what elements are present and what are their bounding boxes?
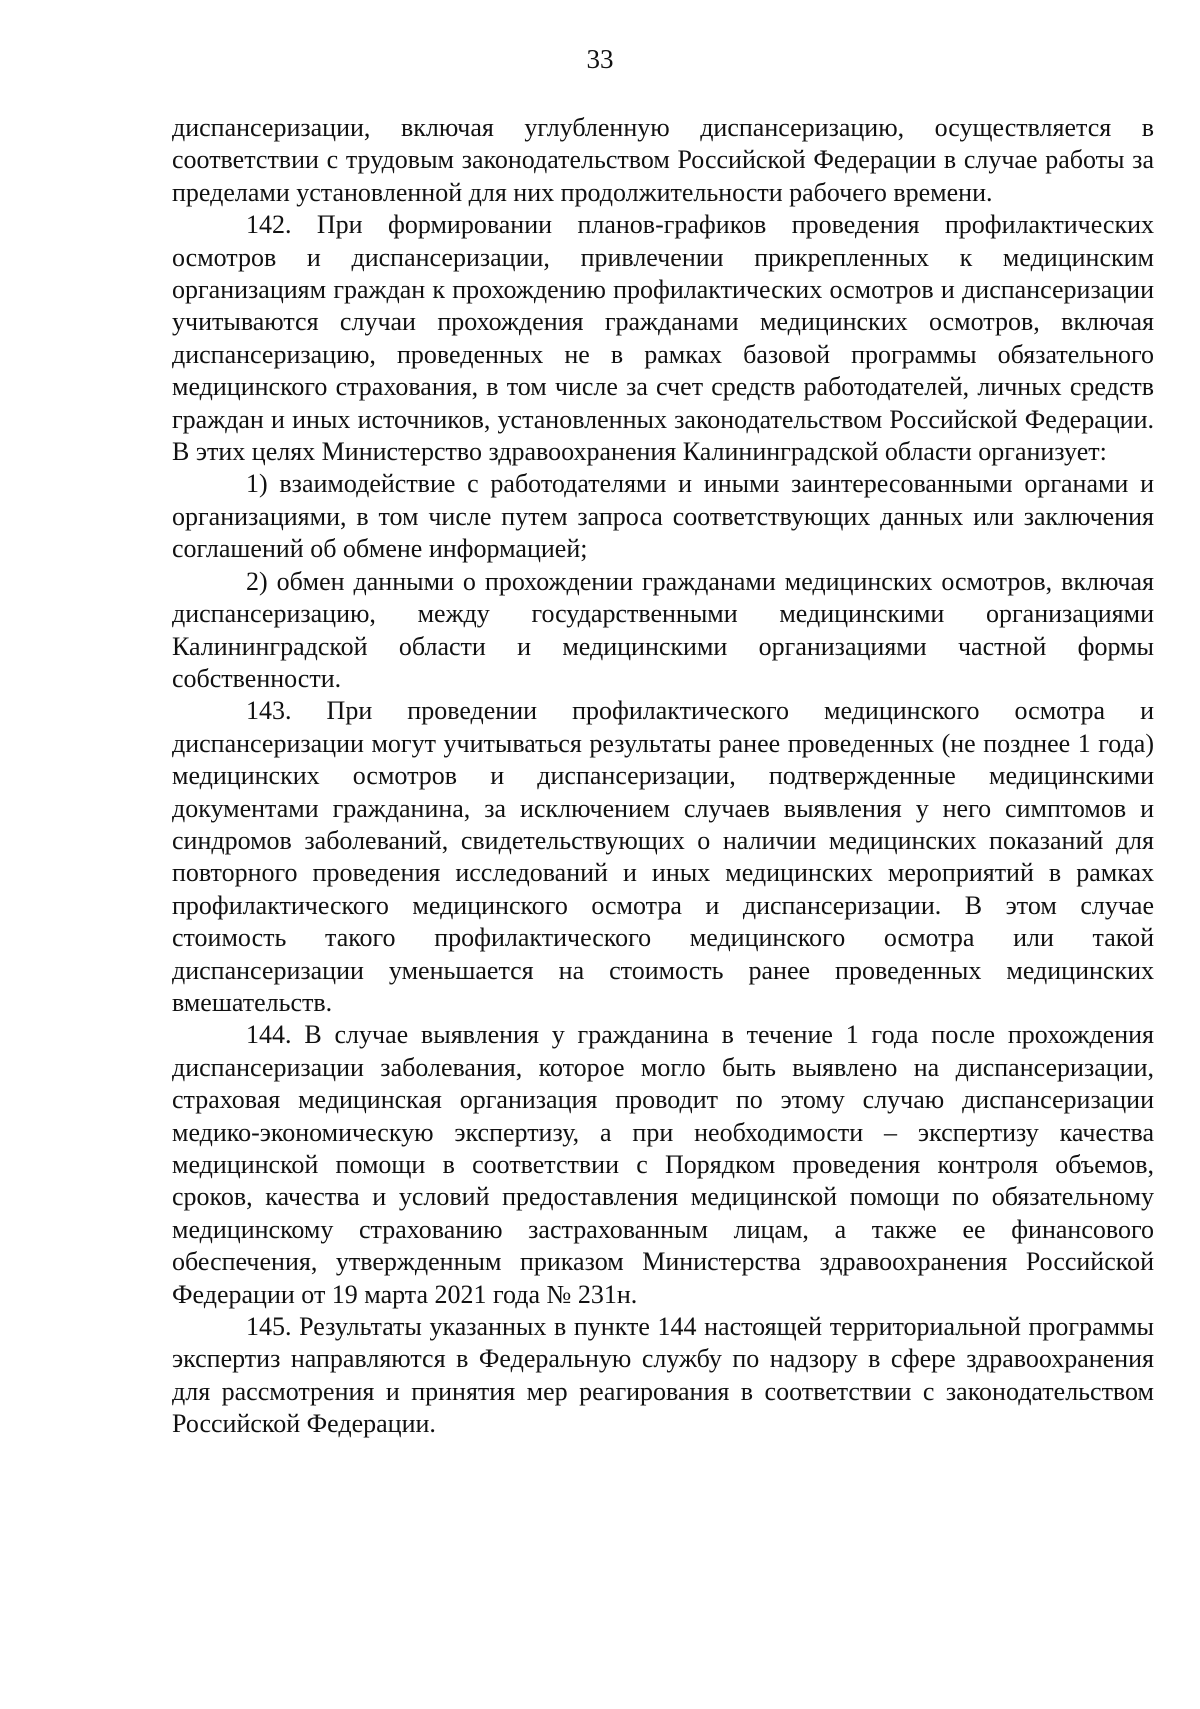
page-number: 33 xyxy=(586,44,614,74)
paragraph-142-item-1: 1) взаимодействие с работодателями и иными заинтересованными органами и организациями, в том числе путем запроса соответствующих данных или заключения соглашений об обмене информацией; xyxy=(172,469,1154,564)
paragraph-143: 143. При проведении профилактического медицинского осмотра и диспансеризации могут учитываться результаты ранее проведенных (не позднее 1 года) медицинских осмотров и диспансеризации, подтвержденные медицинскими документами гражданина, за исключением случаев выявления у него симптомов и синдромов заболеваний, свидетельствующих о наличии медицинских показаний для повторного проведения исследований и иных медицинских мероприятий в рамках профилактического медицинского осмотра и диспансеризации. В этом случае стоимость такого профилактического медицинского осмотра или такой диспансеризации уменьшается на стоимость ранее проведенных медицинских вмешательств. xyxy=(172,696,1154,1017)
paragraph-142-item-2: 2) обмен данными о прохождении гражданами медицинских осмотров, включая диспансеризацию, между государственными медицинскими организациями Калининградской области и медицинскими организациями частной формы собственности. xyxy=(172,566,1154,693)
paragraph-145: 145. Результаты указанных в пункте 144 настоящей территориальной программы экспертиз направляются в Федеральную службу по надзору в сфере здравоохранения для рассмотрения и принятия мер реагирования в соответствии с законодательством Российской Федерации. xyxy=(172,1312,1154,1439)
paragraph-continuation: диспансеризации, включая углубленную диспансеризацию, осуществляется в соответствии с трудовым законодательством Российской Федерации в случае работы за пределами установленной для них продолжительности рабочего времени. xyxy=(172,113,1154,207)
document-body xyxy=(172,112,1154,1441)
paragraph-144: 144. В случае выявления у гражданина в течение 1 года после прохождения диспансеризации заболевания, которое могло быть выявлено на диспансеризации, страховая медицинская организация проводит по этому случаю диспансеризации медико-экономическую экспертизу, а при необходимости – экспертизу качества медицинской помощи в соответствии с Порядком проведения контроля объемов, сроков, качества и условий предоставления медицинской помощи по обязательному медицинскому страхованию застрахованным лицам, а также ее финансового обеспечения, утвержденным приказом Министерства здравоохранения Российской Федерации от 19 марта 2021 года № 231н. xyxy=(172,1020,1154,1309)
paragraph-142: 142. При формировании планов-графиков проведения профилактических осмотров и диспансеризации, привлечении прикрепленных к медицинским организациям граждан к прохождению профилактических осмотров и диспансеризации учитываются случаи прохождения гражданами медицинских осмотров, включая диспансеризацию, проведенных не в рамках базовой программы обязательного медицинского страхования, в том числе за счет средств работодателей, личных средств граждан и иных источников, установленных законодательством Российской Федерации. В этих целях Министерство здравоохранения Калининградской области организует: xyxy=(172,210,1154,467)
